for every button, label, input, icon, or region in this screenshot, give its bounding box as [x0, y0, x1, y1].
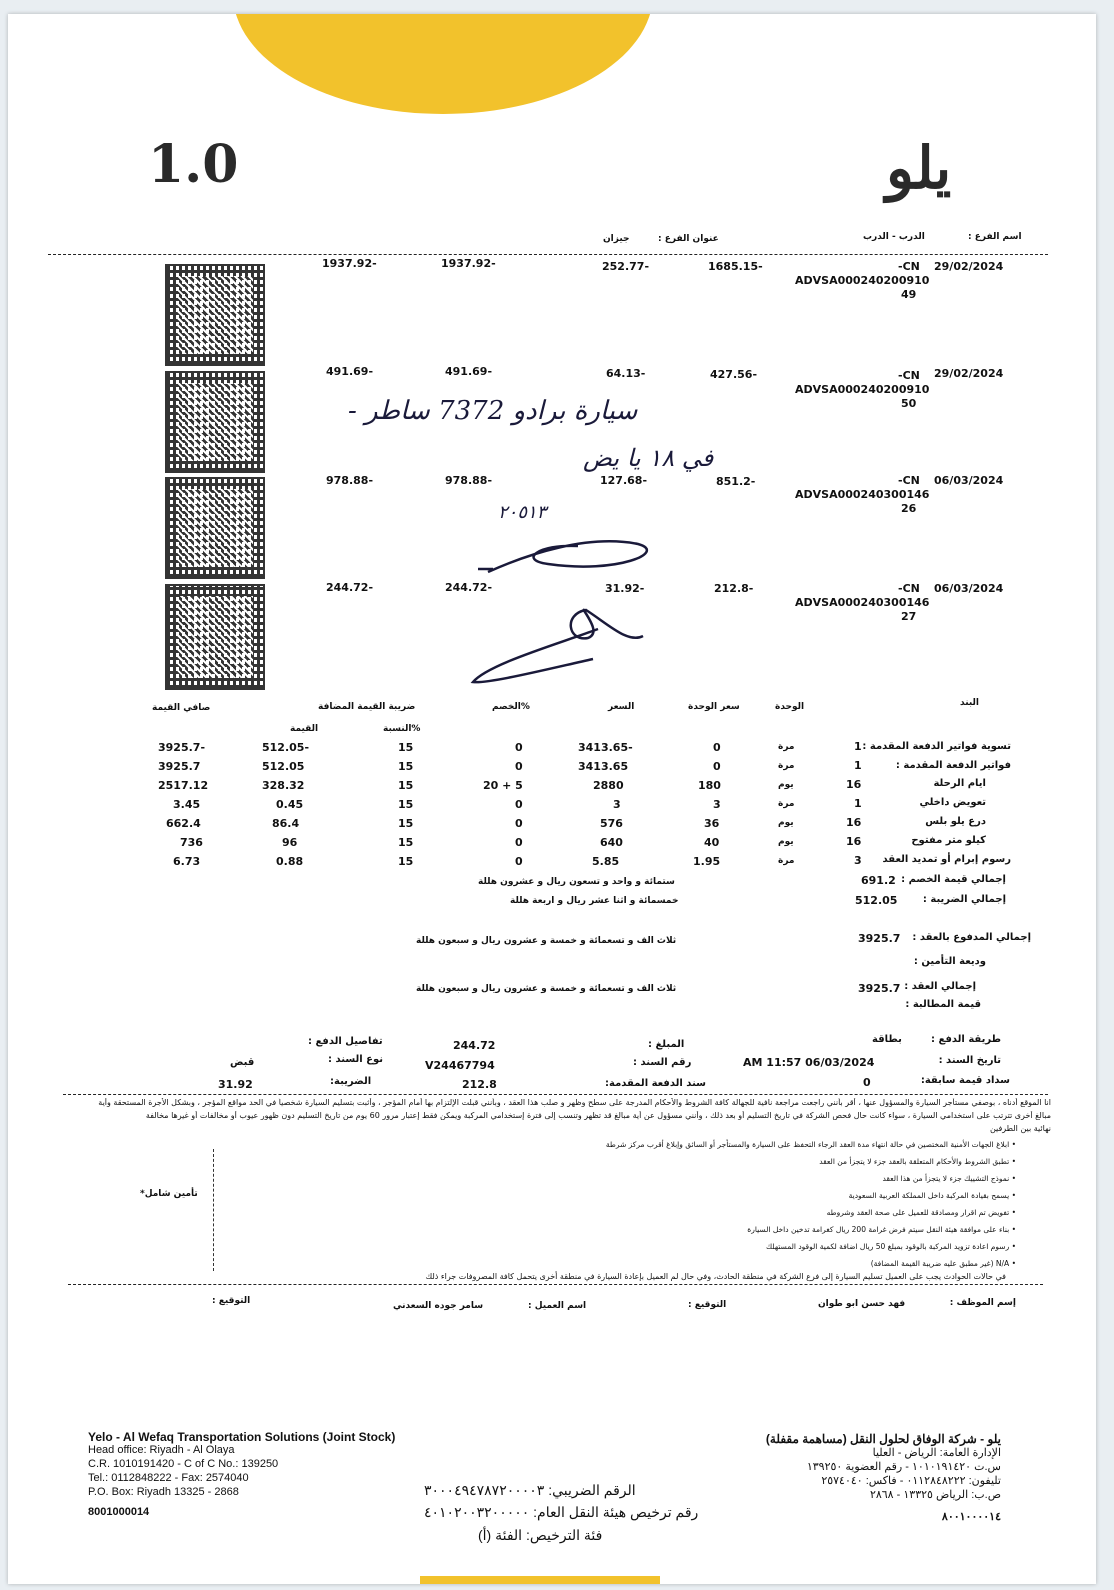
footer-tax-number: الرقم الضريبي: ٣٠٠٠٤٩٤٧٨٧٢٠٠٠٠٣ — [424, 1482, 636, 1498]
col-header-vat: ضريبة القيمة المضافة — [318, 702, 416, 712]
row-qty: 1 — [854, 740, 862, 753]
invoice-net: 978.88- — [326, 474, 374, 487]
payment-details-label: تفاصيل الدفع : — [308, 1036, 383, 1047]
invoice-ref: ADVSA000240200910 — [795, 274, 930, 287]
row-vat-pct: 15 — [398, 779, 414, 792]
footer-license-class: فئة الترخيص: الفئة (أ) — [478, 1527, 603, 1543]
total-paid-label: إجمالي المدفوع بالعقد : — [912, 932, 1031, 943]
yelo-logo-partial: 1.0 — [148, 134, 239, 195]
total-discount-label: إجمالي قيمة الخصم : — [901, 874, 1006, 885]
row-discount: 0 — [515, 817, 523, 830]
row-vat: 86.4 — [272, 817, 300, 830]
row-vat-pct: 15 — [398, 836, 414, 849]
row-price: 576 — [600, 817, 623, 830]
row-price: 3413.65- — [578, 741, 633, 754]
previous-payment-label: سداد قيمة سابقة: — [920, 1075, 1010, 1086]
terms-item: • N/A (غير مطبق عليه ضريبة القيمة المضافة) — [606, 1259, 1016, 1268]
total-contract-label: إجمالي العقد : — [904, 981, 976, 992]
voucher-no-label: رقم السند : — [633, 1057, 692, 1068]
row-discount: 0 — [515, 855, 523, 868]
row-item: درع يلو بلس — [925, 816, 986, 827]
terms-item: • تطبق الشروط والأحكام المتعلقة بالعقد جزء لا يتجزأ من العقد — [606, 1157, 1016, 1166]
row-item: تعويض داخلي — [919, 797, 986, 808]
invoice-total: 491.69- — [445, 365, 493, 378]
employee-name-value: فهد حسن ابو طوان — [818, 1299, 906, 1309]
col-header-net: صافي القيمة — [152, 703, 211, 713]
total-paid-value: 3925.7 — [858, 932, 901, 945]
invoice-amount: 212.8- — [714, 582, 754, 595]
handwritten-note: في ١٨ يا يض — [583, 444, 714, 472]
invoice-date: 29/02/2024 — [934, 367, 1004, 380]
total-discount-words: ستمائة و واحد و تسعون ريال و عشرون هللة — [478, 877, 675, 887]
voucher-type-value: قبض — [230, 1057, 255, 1068]
signature-label: التوقيع : — [212, 1296, 251, 1306]
qr-code — [165, 584, 265, 690]
invoice-ref: 49 — [901, 288, 917, 301]
row-item: ايام الرحلة — [933, 778, 986, 789]
claim-value-label: قيمة المطالبة : — [905, 999, 981, 1010]
invoice-amount: 427.56- — [710, 368, 758, 381]
footer-po-ar: ص.ب: الرياض ١٣٣٢٥ - ٢٨٦٨ — [869, 1489, 1001, 1501]
total-contract-value: 3925.7 — [858, 982, 901, 995]
handwritten-signature — [468, 514, 668, 714]
total-contract-words: ثلاث الف و تسعمائة و خمسة و عشرون ريال و سبعون هللة — [416, 984, 677, 994]
client-name-label: اسم العميل : — [528, 1301, 587, 1311]
row-net: 6.73 — [173, 855, 201, 868]
total-paid-words: ثلاث الف و تسعمائة و خمسة و عشرون ريال و سبعون هللة — [416, 936, 677, 946]
total-tax-words: خمسمائة و اثنا عشر ريال و اربعة هللة — [510, 896, 679, 906]
signature-label: التوقيع : — [688, 1300, 727, 1310]
insurance-deposit-label: وديعة التأمين : — [913, 956, 986, 967]
invoice-ref: ADVSA000240300146 — [795, 488, 930, 501]
row-net: 736 — [180, 836, 203, 849]
divider — [63, 1094, 1048, 1095]
terms-item: • يسمح بقيادة المركبة داخل المملكة العربية السعودية — [606, 1191, 1016, 1200]
yellow-brand-strip — [420, 1576, 660, 1584]
col-header-unit: الوحدة — [775, 702, 805, 712]
footer-tel-en: Tel.: 0112848222 - Fax: 2574040 — [88, 1472, 249, 1484]
row-discount: 0 — [515, 741, 523, 754]
row-qty: 1 — [854, 797, 862, 810]
total-tax-value: 512.05 — [855, 894, 898, 907]
invoice-total: 244.72- — [445, 581, 493, 594]
row-unit-price: 0 — [713, 760, 721, 773]
row-discount: 20 + 5 — [483, 779, 523, 792]
terms-final-note: في حالات الحوادث يجب على العميل تسليم السيارة إلى فرع الشركة في منطقة الحادث، وفي حال لم العميل بإعادة السيارة في منطقة أخرى يتحمل كافة المصروفات جراء ذلك — [425, 1272, 1006, 1281]
terms-item: • نموذج التشييك جزء لا يتجزأ من هذا العقد — [606, 1174, 1016, 1183]
footer-code-en: 8001000014 — [88, 1506, 150, 1518]
row-price: 3413.65 — [578, 760, 629, 773]
branch-address-label: عنوان الفرع : — [658, 234, 719, 244]
row-vat-pct: 15 — [398, 760, 414, 773]
invoice-ref: -CN — [898, 582, 920, 595]
advance-voucher-label: سند الدفعة المقدمة: — [605, 1078, 706, 1089]
branch-value: الدرب - الدرب — [863, 232, 925, 242]
invoice-ref: 50 — [901, 397, 917, 410]
footer-company-en: Yelo - Al Wefaq Transportation Solutions (Joint Stock) — [88, 1430, 396, 1444]
row-vat: 0.88 — [276, 855, 304, 868]
row-qty: 16 — [846, 778, 862, 791]
footer-cr-en: C.R. 1010191420 - C of C No.: 139250 — [88, 1458, 279, 1470]
voucher-no-value: V24467794 — [425, 1059, 495, 1072]
row-unit-price: 180 — [698, 779, 721, 792]
invoice-ref: ADVSA000240300146 — [795, 596, 930, 609]
total-tax-label: إجمالي الضريبة : — [922, 894, 1006, 905]
handwritten-note: سيارة برادو 7372 ساطر - — [348, 396, 638, 426]
qr-code — [165, 477, 265, 579]
invoice-date: 29/02/2024 — [934, 260, 1004, 273]
branch-address-value: جيزان — [603, 234, 630, 244]
row-discount: 0 — [515, 836, 523, 849]
row-item: تسوية فواتير الدفعة المقدمة : — [862, 741, 1011, 752]
divider — [213, 1149, 214, 1271]
invoice-net: 491.69- — [326, 365, 374, 378]
row-unit: مرة — [778, 761, 795, 771]
footer-license-number: رقم ترخيص هيئة النقل العام: ٤٠١٠٢٠٠٣٢٠٠٠٠٠ — [424, 1504, 699, 1520]
client-name-value: سامر جوده السعدني — [393, 1301, 484, 1311]
voucher-date-value: AM 11:57 06/03/2024 — [743, 1056, 875, 1069]
footer-code-ar: ٨٠٠١٠٠٠٠١٤ — [941, 1511, 1001, 1523]
voucher-date-label: تاريخ السند : — [938, 1055, 1001, 1066]
invoice-amount: 851.2- — [716, 475, 756, 488]
row-qty: 1 — [854, 759, 862, 772]
invoice-tax: 127.68- — [600, 474, 648, 487]
terms-paragraph: نهائية بين الطرفين — [989, 1124, 1051, 1133]
qr-code — [165, 264, 265, 366]
row-qty: 16 — [846, 835, 862, 848]
row-price: 2880 — [593, 779, 624, 792]
terms-item: • بناء على موافقة هيئة النقل سيتم فرض غرامة 200 ريال كغرامة تدخين داخل السيارة — [606, 1225, 1016, 1234]
yelo-logo: يلو — [886, 134, 952, 202]
row-qty: 16 — [846, 816, 862, 829]
row-vat-pct: 15 — [398, 798, 414, 811]
row-vat-pct: 15 — [398, 741, 414, 754]
footer-head-office-ar: الإدارة العامة: الرياض - العليا — [872, 1447, 1001, 1459]
payment-tax-label: الضريبة: — [330, 1076, 372, 1087]
row-unit: يوم — [778, 780, 794, 790]
invoice-tax: 31.92- — [605, 582, 645, 595]
row-vat: 512.05 — [262, 760, 305, 773]
row-unit-price: 1.95 — [693, 855, 721, 868]
employee-name-label: إسم الموظف : — [949, 1298, 1016, 1308]
invoice-tax: 252.77- — [602, 260, 650, 273]
terms-list — [606, 1140, 1016, 1276]
terms-item: • ابلاغ الجهات الأمنية المختصين في حالة انتهاء مدة العقد الرجاء التحفظ على السيارة والمستأجر أو السائق وإبلاغ أقرب مركز شرطة — [606, 1140, 1016, 1149]
terms-paragraph: انا الموقع أدناه ، بوصفي مستأجر السيارة والمسؤول عنها ، أقر بأنني راجعت مراجعة نافية للجهالة كافة الشروط والأحكام المدرجة على سطح وظهر و صلب هذا العقد ، وبأنني قبلت الإلتزام بها أمام المؤجر ، وأثبت بتسليم السيارة شخصياً في الحد مواقع المؤجر ، وبشكل الأجرة المستحقة وأية — [98, 1098, 1051, 1107]
invoice-ref: 27 — [901, 610, 917, 623]
footer-tel-ar: تليفون: ٠١١٢٨٤٨٢٢٢ - فاكس: ٢٥٧٤٠٤٠ — [821, 1475, 1001, 1487]
invoice-total: 1937.92- — [441, 257, 496, 270]
row-price: 640 — [600, 836, 623, 849]
footer-company-ar: يلو - شركة الوفاق لحلول النقل (مساهمة مقفلة) — [765, 1432, 1001, 1446]
col-header-vat-pct: %النسبة — [383, 724, 421, 734]
previous-payment-value: 0 — [863, 1076, 871, 1089]
payment-method-value: بطاقة — [872, 1034, 902, 1045]
row-vat: 96 — [282, 836, 298, 849]
terms-paragraph: مبالغ أخرى تترتب على استخدامي السيارة ، سواء كانت حال فحص الشركة في تاريخ التسليم أو بعد ذلك ، وأنني مسؤول عن أية مبالغ قد تظهر وتنسب إلى فترة إستخدامي المركبة ويمكن فقط إعتبار مرور 60 يوم من تاريخ التسليم دون ظهور عيوب أو مخالفات أو غيرها مخالفة — [145, 1111, 1051, 1120]
voucher-type-label: نوع السند : — [328, 1054, 384, 1065]
invoice-tax: 64.13- — [606, 367, 646, 380]
row-unit-price: 36 — [704, 817, 720, 830]
col-header-unit-price: سعر الوحدة — [688, 702, 740, 712]
row-item: فواتير الدفعة المقدمة : — [895, 760, 1011, 771]
row-net: 3.45 — [173, 798, 201, 811]
invoice-ref: ADVSA000240200910 — [795, 383, 930, 396]
footer-head-office-en: Head office: Riyadh - Al Olaya — [88, 1444, 235, 1456]
row-discount: 0 — [515, 760, 523, 773]
col-header-vat-value: القيمة — [290, 724, 319, 734]
col-header-price: السعر — [608, 702, 635, 712]
qr-code — [165, 371, 265, 473]
row-vat: 328.32 — [262, 779, 305, 792]
col-header-item: البند — [960, 698, 980, 708]
invoice-net: 1937.92- — [322, 257, 377, 270]
footer-cr-ar: س.ت ١٠١٠١٩١٤٢٠ - رقم العضوية ١٣٩٢٥٠ — [806, 1461, 1001, 1473]
divider — [68, 1284, 1043, 1285]
row-vat: 0.45 — [276, 798, 304, 811]
row-item: كيلو متر مفتوح — [911, 835, 986, 846]
terms-item: • رسوم اعادة تزويد المركبة بالوقود بمبلغ 50 ريال اضافة لكمية الوقود المستهلك — [606, 1242, 1016, 1251]
invoice-net: 244.72- — [326, 581, 374, 594]
insurance-type: تأمين شامل* — [140, 1189, 198, 1199]
payment-tax-value: 31.92 — [218, 1078, 253, 1091]
row-unit: مرة — [778, 742, 795, 752]
payment-method-label: طريقة الدفع : — [931, 1034, 1001, 1045]
invoice-ref: -CN — [898, 474, 920, 487]
row-discount: 0 — [515, 798, 523, 811]
payment-amount-label: المبلغ : — [648, 1039, 685, 1050]
row-vat: 512.05- — [262, 741, 310, 754]
total-discount-value: 691.2 — [861, 874, 896, 887]
invoice-ref: -CN — [898, 369, 920, 382]
terms-item: • تفويض تم اقرار ومصادقة للعميل على صحة العقد وشروطه — [606, 1208, 1016, 1217]
invoice-amount: 1685.15- — [708, 260, 763, 273]
invoice-total: 978.88- — [445, 474, 493, 487]
row-unit-price: 0 — [713, 741, 721, 754]
invoice-ref: 26 — [901, 502, 917, 515]
contract-document — [8, 14, 1096, 1584]
divider — [48, 254, 1048, 255]
row-net: 662.4 — [166, 817, 201, 830]
invoice-date: 06/03/2024 — [934, 582, 1004, 595]
advance-voucher-value: 212.8 — [462, 1078, 497, 1091]
row-unit-price: 3 — [713, 798, 721, 811]
row-net: 2517.12 — [158, 779, 209, 792]
invoice-date: 06/03/2024 — [934, 474, 1004, 487]
row-unit: يوم — [778, 837, 794, 847]
yellow-brand-shape — [233, 14, 653, 114]
row-price: 3 — [613, 798, 621, 811]
invoice-ref: -CN — [898, 260, 920, 273]
footer-po-en: P.O. Box: Riyadh 13325 - 2868 — [88, 1486, 239, 1498]
payment-amount-value: 244.72 — [453, 1039, 496, 1052]
row-item: رسوم إبرام أو تمديد العقد — [882, 854, 1011, 865]
row-unit: يوم — [778, 818, 794, 828]
row-unit-price: 40 — [704, 836, 720, 849]
row-price: 5.85 — [592, 855, 620, 868]
branch-label: اسم الفرع : — [968, 232, 1022, 242]
row-net: 3925.7 — [158, 760, 201, 773]
row-qty: 3 — [854, 854, 862, 867]
row-unit: مرة — [778, 856, 795, 866]
handwritten-note: ٢٠٥١٣ — [498, 502, 547, 523]
col-header-discount: %الخصم — [492, 702, 530, 712]
row-net: 3925.7- — [158, 741, 206, 754]
row-vat-pct: 15 — [398, 817, 414, 830]
row-unit: مرة — [778, 799, 795, 809]
row-vat-pct: 15 — [398, 855, 414, 868]
